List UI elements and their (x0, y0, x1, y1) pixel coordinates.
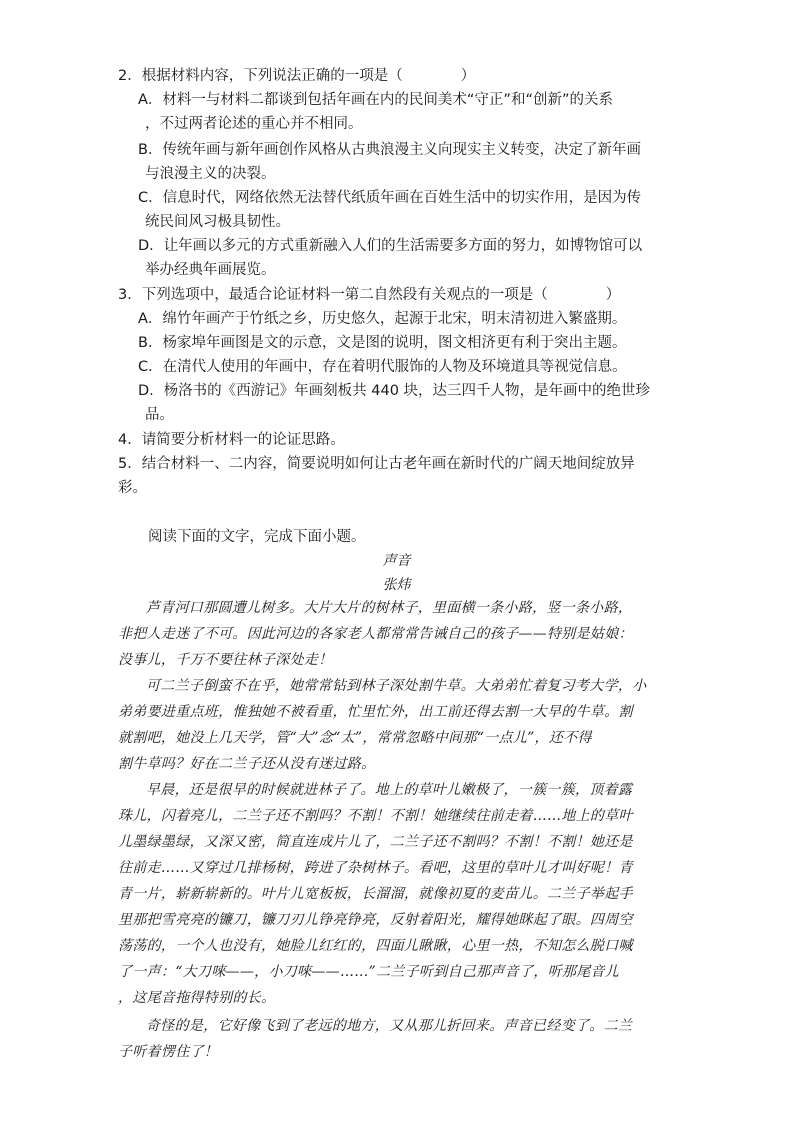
story-line: 荡荡的，一个人也没有，她脸儿红红的，四面儿瞅瞅，心里一热，不知怎么脱口喊 (118, 938, 633, 954)
story-line: ，这尾音拖得特别的长。 (118, 990, 276, 1006)
story-line: 青一片，崭新崭新的。叶片儿宽板板，长溜溜，就像初夏的麦苗儿。二兰子举起手 (118, 886, 633, 902)
q3-option-b: B．杨家埠年画图是文的示意，文是图的说明，图文相济更有利于突出主题。 (138, 335, 627, 351)
story-line: 儿墨绿墨绿，又深又密，简直连成片儿了，二兰子还不割吗？不割！不割！她还是 (118, 834, 633, 850)
story-line: 里那把雪亮亮的镰刀，镰刀刃儿铮亮铮亮，反射着阳光，耀得她眯起了眼。四周空 (118, 912, 633, 928)
reading-instruction: 阅读下面的文字，完成下面小题。 (148, 529, 366, 545)
question-5-line-1: 5．结合材料一、二内容，简要说明如何让古老年画在新时代的广阔天地间绽放异 (118, 456, 635, 472)
q2-option-b-line-1: B．传统年画与新年画创作风格从古典浪漫主义向现实主义转变，决定了新年画 (138, 142, 641, 158)
question-2-stem: 2．根据材料内容，下列说法正确的一项是（ ） (118, 68, 476, 84)
story-line: 早晨，还是很早的时候就进林子了。地上的草叶儿嫩极了，一簇一簇，顶着露 (146, 782, 633, 798)
question-5-line-2: 彩。 (118, 480, 147, 496)
q2-option-b-line-2: 与浪漫主义的决裂。 (145, 166, 276, 182)
q2-option-c-line-2: 统民间风习极具韧性。 (145, 214, 290, 230)
q2-option-a-line-1: A．材料一与材料二都谈到包括年画在内的民间美术“守正”和“创新”的关系 (138, 92, 613, 108)
story-line: 奇怪的是，它好像飞到了老远的地方，又从那儿折回来。声音已经变了。二兰 (146, 1018, 633, 1034)
story-author: 张炜 (382, 577, 411, 593)
q2-option-a-line-2: ，不过两者论述的重心并不相同。 (145, 116, 363, 132)
q3-option-d-line-1: D．杨洛书的《西游记》年画刻板共 440 块，达三四千人物，是年画中的绝世珍 (138, 383, 651, 399)
q2-option-d-line-1: D．让年画以多元的方式重新融入人们的生活需要多方面的努力，如博物馆可以 (138, 238, 643, 254)
story-line: 子听着愣住了！ (118, 1044, 219, 1060)
story-line: 芦青河口那圆遭儿树多。大片大片的树林子，里面横一条小路，竖一条小路， (146, 600, 633, 616)
q3-option-a: A．绵竹年画产于竹纸之乡，历史悠久，起源于北宋，明末清初进入繁盛期。 (138, 311, 627, 327)
story-line: 了一声：“大刀唻——，小刀唻——……”二兰子听到自己那声音了，听那尾音儿 (118, 964, 620, 980)
question-4: 4．请简要分析材料一的论证思路。 (118, 432, 345, 448)
q2-option-d-line-2: 举办经典年画展览。 (145, 262, 276, 278)
q3-option-c: C．在清代人使用的年画中，存在着明代服饰的人物及环境道具等视觉信息。 (138, 359, 627, 375)
q2-option-c-line-1: C．信息时代，网络依然无法替代纸质年画在百姓生活中的切实作用，是因为传 (138, 190, 642, 206)
question-3-stem: 3．下列选项中，最适合论证材料一第二自然段有关观点的一项是（ ） (118, 287, 621, 303)
story-line: 就割吧，她没上几天学，管“大”念“太”，常常忽略中间那“一点儿”，还不得 (118, 730, 592, 746)
story-line: 珠儿，闪着亮儿，二兰子还不割吗？不割！不割！她继续往前走着……地上的草叶 (118, 808, 633, 824)
story-title: 声音 (382, 553, 411, 569)
story-line: 割牛草吗？好在二兰子还从没有迷过路。 (118, 756, 376, 772)
story-line: 往前走……又穿过几排杨树，跨进了杂树林子。看吧，这里的草叶儿才叫好呢！青 (118, 860, 633, 876)
q3-option-d-line-2: 品。 (145, 407, 174, 423)
story-line: 可二兰子倒蛮不在乎，她常常钻到林子深处割牛草。大弟弟忙着复习考大学，小 (146, 678, 647, 694)
story-line: 没事儿，千万不要往林子深处走！ (118, 652, 333, 668)
story-line: 弟弟要进重点班，惟独她不被看重，忙里忙外，出工前还得去割一大早的牛草。割 (118, 704, 633, 720)
story-line: 非把人走迷了不可。因此河边的各家老人都常常告诫自己的孩子——特别是姑娘： (118, 626, 633, 642)
